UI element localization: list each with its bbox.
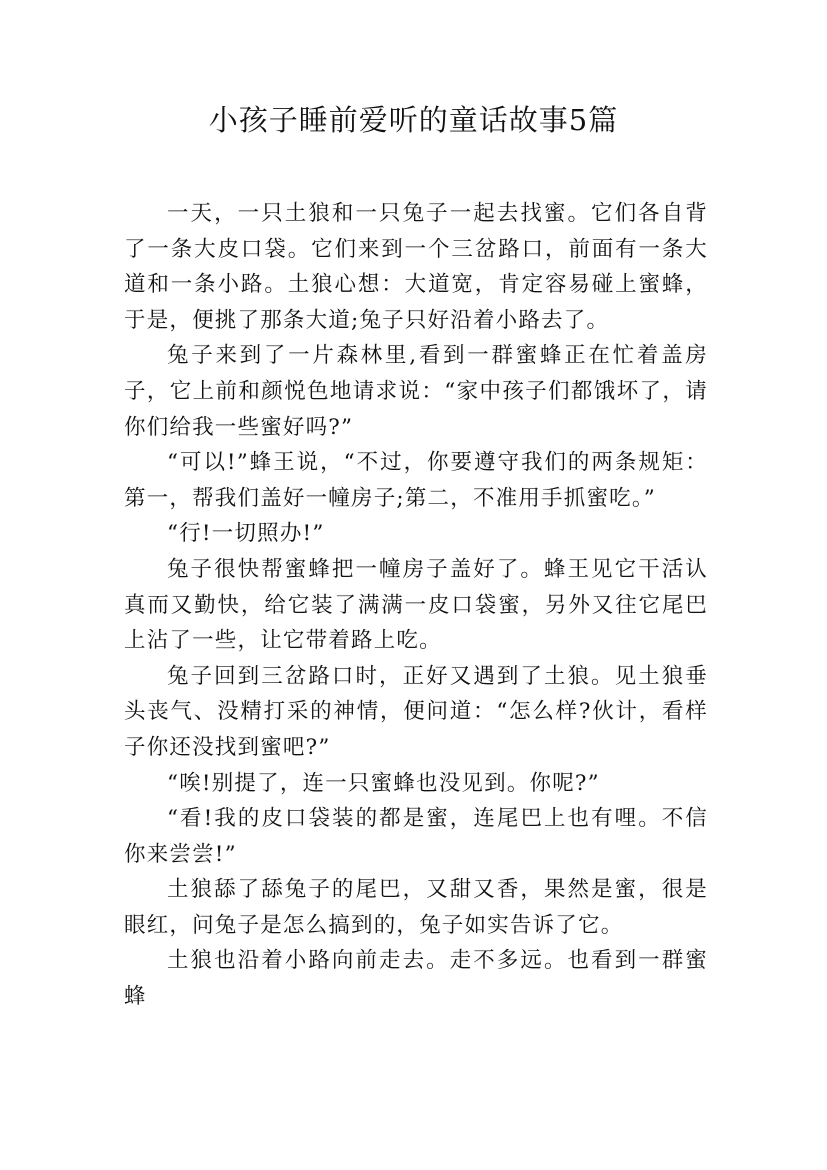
paragraph: 兔子来到了一片森林里,看到一群蜜蜂正在忙着盖房子，它上前和颜悦色地请求说：“家中孩子们都饿坏了，请你们给我一些蜜好吗?” xyxy=(124,343,708,440)
paragraph: “可以!”蜂王说，“不过，你要遵守我们的两条规矩：第一，帮我们盖好一幢房子;第二，不准用手抓蜜吃。” xyxy=(124,450,708,511)
paragraph: 一天，一只土狼和一只兔子一起去找蜜。它们各自背了一条大皮口袋。它们来到一个三岔路口，前面有一条大道和一条小路。土狼心想：大道宽，肯定容易碰上蜜蜂，于是，便挑了那条大道;兔子只好沿着小路去了。 xyxy=(124,201,708,333)
paragraph: 土狼舔了舔兔子的尾巴，又甜又香，果然是蜜，很是眼红，问兔子是怎么搞到的，兔子如实告诉了它。 xyxy=(124,877,708,938)
document-title: 小孩子睡前爱听的童话故事5篇 xyxy=(208,103,619,137)
paragraph: 兔子回到三岔路口时，正好又遇到了土狼。见土狼垂头丧气、没精打采的神情，便问道：“怎么样?伙计，看样子你还没找到蜜吧?” xyxy=(124,663,708,760)
paragraph: “行!一切照办!” xyxy=(167,521,325,547)
paragraph: 兔子很快帮蜜蜂把一幢房子盖好了。蜂王见它干活认真而又勤快，给它装了满满一皮口袋蜜，另外又往它尾巴上沾了一些，让它带着路上吃。 xyxy=(124,556,708,654)
paragraph: “唉!别提了，连一只蜜蜂也没见到。你呢?” xyxy=(167,770,600,796)
paragraph: 土狼也沿着小路向前走去。走不多远。也看到一群蜜蜂 xyxy=(124,948,708,1010)
document-body xyxy=(124,196,708,1015)
paragraph: “看!我的皮口袋装的都是蜜，连尾巴上也有哩。不信你来尝尝!” xyxy=(124,806,708,867)
